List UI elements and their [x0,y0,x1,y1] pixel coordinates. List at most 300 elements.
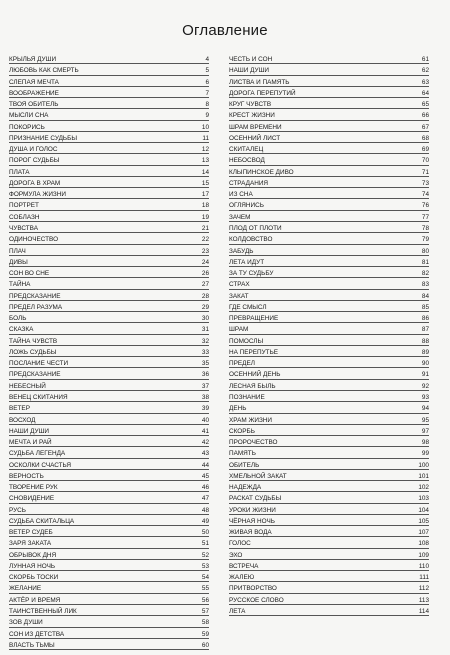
toc-entry [229,122,429,133]
toc-entry [229,302,429,313]
toc-entry-title: ТВОЯ ОБИТЕЛЬ [9,101,59,109]
toc-entry-page: 108 [418,540,429,548]
toc-entry [9,189,209,200]
toc-entry-title: КОЛДОВСТВО [229,236,273,244]
toc-entry-page: 18 [201,202,209,210]
toc-entry [229,133,429,144]
toc-entry [9,595,209,606]
toc-entry-title: ЖИВАЯ ВОДА [229,529,272,537]
toc-entry-title: ПРОРОЧЕСТВО [229,439,278,447]
toc-entry [9,65,209,76]
toc-entry-page: 79 [421,236,429,244]
toc-entry [229,212,429,223]
toc-entry-page: 89 [421,348,429,356]
toc-entry [9,336,209,347]
toc-entry [9,550,209,561]
contents-column-right [229,54,429,617]
toc-entry [229,392,429,403]
toc-entry-title: ЗАЧЕМ [229,213,251,221]
toc-entry-title: ПОСЛАНИЕ ЧЕСТИ [9,360,69,368]
toc-entry [9,257,209,268]
toc-entry [9,223,209,234]
toc-entry [229,358,429,369]
toc-entry-title: ВЕТЕР СУДЕБ [9,529,53,537]
toc-entry-page: 11 [202,134,209,142]
toc-entry [229,99,429,110]
toc-entry-page: 78 [421,224,429,232]
toc-entry-page: 56 [201,596,209,604]
toc-entry-title: ШРАМ ВРЕМЕНИ [229,123,282,131]
toc-entry-page: 24 [201,258,209,266]
toc-entry [9,471,209,482]
toc-entry-title: ВЕТЕР [9,405,30,413]
toc-entry-title: ПРЕДЕЛ [229,360,255,368]
toc-entry-title: ШРАМ [229,326,249,334]
toc-entry [229,144,429,155]
toc-entry-title: ЛОЖЬ СУДЬБЫ [9,348,57,356]
toc-entry-page: 44 [201,461,209,469]
toc-entry [9,302,209,313]
toc-entry [9,291,209,302]
toc-entry-page: 80 [421,247,429,255]
toc-entry-title: ЗАБУДЬ [229,247,254,255]
toc-entry-title: СКАЗКА [9,326,34,334]
toc-entry-title: РУССКОЕ СЛОВО [229,596,284,604]
toc-entry-title: ТВОРЕНИЕ РУК [9,484,58,492]
toc-entry [229,313,429,324]
toc-entry-page: 61 [421,56,429,63]
toc-entry-page: 6 [205,78,209,86]
toc-entry [9,246,209,257]
toc-entry-title: ОСЕННИЙ ЛИСТ [229,134,281,142]
toc-entry-page: 30 [201,315,209,323]
toc-entry [9,155,209,166]
toc-entry-title: НАДЕЖДА [229,484,262,492]
toc-entry-title: СТРАХ [229,281,250,289]
toc-entry-title: СЛЕПАЯ МЕЧТА [9,78,59,86]
toc-entry-page: 100 [418,461,429,469]
toc-entry-title: ДУША И ГОЛОС [9,146,58,154]
toc-entry-page: 42 [201,439,209,447]
toc-entry-page: 82 [421,270,429,278]
toc-entry-page: 26 [201,270,209,278]
toc-entry [229,538,429,549]
toc-entry [9,482,209,493]
toc-entry [229,200,429,211]
toc-entry [229,471,429,482]
toc-entry-page: 36 [201,371,209,379]
toc-entry [9,561,209,572]
toc-entry-page: 13 [201,157,209,165]
toc-entry-title: ОСЕННИЙ ДЕНЬ [229,371,281,379]
toc-entry-title: ПРЕДСКАЗАНИЕ [9,371,61,379]
toc-entry [229,234,429,245]
toc-entry-page: 46 [201,484,209,492]
toc-entry-page: 57 [201,608,209,616]
toc-entry-page: 29 [201,303,209,311]
toc-entry [229,189,429,200]
toc-entry [9,617,209,628]
toc-entry-title: СУДЬБА СКИТАЛЬЦА [9,517,75,525]
toc-entry [9,460,209,471]
toc-entry-page: 65 [421,101,429,109]
toc-entry-page: 85 [421,303,429,311]
toc-entry [229,403,429,414]
toc-entry-page: 67 [421,123,429,131]
toc-entry-title: ФОРМУЛА ЖИЗНИ [9,191,66,199]
toc-entry-title: ХМЕЛЬНОЙ ЗАКАТ [229,472,287,480]
toc-entry-page: 9 [205,112,209,120]
toc-entry-page: 17 [201,191,209,199]
toc-entry-page: 83 [421,281,429,289]
toc-entry-title: КРЕСТ ЖИЗНИ [229,112,275,120]
toc-entry-title: ЗАРЯ ЗАКАТА [9,540,52,548]
toc-entry-page: 105 [418,517,429,525]
toc-entry [229,583,429,594]
toc-entry-page: 99 [421,450,429,458]
toc-entry-page: 48 [201,506,209,514]
toc-entry-title: РУСЬ [9,506,26,514]
toc-entry [9,381,209,392]
toc-entry-page: 59 [201,630,209,638]
toc-entry [229,167,429,178]
toc-entry-title: ПРЕДСКАЗАНИЕ [9,292,61,300]
toc-entry [229,516,429,527]
toc-entry-title: ОСКОЛКИ СЧАСТЬЯ [9,461,72,469]
toc-entry [229,347,429,358]
toc-entry-title: ЛЮБОВЬ КАК СМЕРТЬ [9,67,79,75]
toc-entry [229,369,429,380]
toc-entry [9,583,209,594]
toc-entry [9,403,209,414]
toc-entry [9,313,209,324]
toc-entry-title: МЫСЛИ СНА [9,112,49,120]
toc-entry-page: 94 [421,405,429,413]
toc-entry [229,54,429,65]
toc-entry-title: НАШИ ДУШИ [229,67,270,75]
toc-entry [229,572,429,583]
toc-entry-page: 28 [201,292,209,300]
toc-entry-title: ПРЕДЕЛ РАЗУМА [9,303,63,311]
toc-entry-title: ПАМЯТЬ [229,450,256,458]
toc-entry-page: 84 [421,292,429,300]
toc-entry [9,133,209,144]
toc-entry [229,595,429,606]
toc-entry-page: 77 [421,213,429,221]
toc-entry-title: ГОЛОС [229,540,251,548]
toc-entry [9,77,209,88]
toc-entry-title: КРУГ ЧУВСТВ [229,101,272,109]
toc-entry [229,426,429,437]
toc-entry-page: 41 [201,427,209,435]
toc-entry-title: СТРАДАНИЯ [229,179,269,187]
toc-entry-title: ЛЕТА [229,608,246,616]
toc-entry-page: 43 [201,450,209,458]
toc-entry [229,336,429,347]
toc-entry-title: ЧЕСТЬ И СОН [229,56,273,63]
toc-entry-title: ЖАЛЕЮ [229,574,255,582]
toc-entry-page: 92 [421,382,429,390]
toc-entry [9,415,209,426]
toc-entry [9,527,209,538]
toc-entry [9,178,209,189]
toc-entry-title: ОГЛЯНИСЬ [229,202,264,210]
toc-entry-title: ТАЙНА ЧУВСТВ [9,337,58,345]
toc-entry-title: СКИТАЛЕЦ [229,146,264,154]
toc-entry-page: 76 [421,202,429,210]
toc-entry-page: 88 [421,337,429,345]
toc-entry [229,178,429,189]
toc-entry-page: 113 [418,596,429,604]
toc-entry [9,324,209,335]
toc-entry-title: НЕБОСВОД [229,157,265,165]
toc-entry [229,155,429,166]
toc-entry-title: ЛИСТВА И ПАМЯТЬ [229,78,290,86]
toc-entry-title: ПЛАТА [9,168,30,176]
toc-entry-title: ПОРТРЕТ [9,202,39,210]
toc-entry [9,200,209,211]
toc-entry [9,426,209,437]
toc-entry-page: 22 [201,236,209,244]
toc-entry-page: 63 [421,78,429,86]
toc-entry-page: 107 [418,529,429,537]
toc-entry [229,223,429,234]
toc-entry-page: 87 [421,326,429,334]
toc-entry-page: 49 [201,517,209,525]
toc-entry-title: ЛУННАЯ НОЧЬ [9,562,56,570]
toc-entry-page: 14 [201,168,209,176]
toc-entry-title: СУДЬБА ЛЕГЕНДА [9,450,66,458]
toc-entry-title: ВСТРЕЧА [229,562,259,570]
toc-entry [9,144,209,155]
toc-entry-page: 37 [201,382,209,390]
toc-entry-title: ПЛАЧ [9,247,26,255]
toc-entry-title: ДОРОГА В ХРАМ [9,179,61,187]
toc-entry [229,257,429,268]
toc-entry [229,437,429,448]
toc-entry-title: ЗОВ ДУШИ [9,619,43,627]
toc-entry [229,415,429,426]
toc-entry-page: 27 [201,281,209,289]
toc-entry [9,572,209,583]
toc-entry [9,268,209,279]
toc-entry [229,482,429,493]
toc-entry-title: МЕЧТА И РАЙ [9,439,52,447]
toc-entry [9,110,209,121]
toc-entry-title: ПЛОД ОТ ПЛОТИ [229,224,282,232]
toc-entry-page: 93 [421,393,429,401]
toc-entry-page: 21 [201,224,209,232]
toc-entry [229,324,429,335]
toc-entry-page: 39 [201,405,209,413]
toc-entry-title: СОН ВО СНЕ [9,270,50,278]
toc-entry-page: 31 [201,326,209,334]
toc-entry-page: 35 [201,360,209,368]
toc-entry-page: 32 [201,337,209,345]
toc-entry-title: ДИВЫ [9,258,28,266]
toc-entry-page: 52 [201,551,209,559]
toc-entry-page: 55 [201,585,209,593]
toc-entry-title: СОН ИЗ ДЕТСТВА [9,630,65,638]
toc-entry-title: ПРИЗНАНИЕ СУДЬБЫ [9,134,77,142]
toc-entry [9,448,209,459]
toc-entry [229,291,429,302]
toc-entry-page: 91 [421,371,429,379]
toc-entry-title: ВЕРНОСТЬ [9,472,44,480]
toc-entry-title: НАШИ ДУШИ [9,427,50,435]
toc-entry-page: 51 [201,540,209,548]
toc-entry-title: ТАИНСТВЕННЫЙ ЛИК [9,608,77,616]
toc-entry-title: ПРЕВРАЩЕНИЕ [229,315,279,323]
toc-entry-title: ВЕНЕЦ СКИТАНИЯ [9,393,68,401]
toc-entry-page: 5 [205,67,209,75]
toc-entry [229,279,429,290]
toc-entry-page: 86 [421,315,429,323]
toc-entry [229,381,429,392]
toc-entry [9,392,209,403]
toc-entry [229,268,429,279]
toc-entry-page: 38 [201,393,209,401]
toc-entry-title: ДОРОГА ПЕРЕПУТИЙ [229,89,296,97]
toc-entry-title: НА ПЕРЕПУТЬЕ [229,348,279,356]
toc-entry-title: ВЛАСТЬ ТЬМЫ [9,641,55,649]
toc-entry [229,550,429,561]
toc-entry [229,606,429,617]
toc-entry-title: ТАЙНА [9,281,31,289]
toc-entry-title: ПОМОСЛЫ [229,337,264,345]
toc-entry-page: 15 [201,179,209,187]
toc-entry-title: ПОРОГ СУДЬБЫ [9,157,60,165]
toc-entry-title: НЕБЕСНЫЙ [9,382,46,390]
contents-column-left [9,54,209,651]
toc-entry-title: ОБРЫВОК ДНЯ [9,551,57,559]
toc-entry-page: 12 [201,146,209,154]
toc-entry-page: 110 [418,562,429,570]
toc-entry [9,629,209,640]
toc-entry-page: 68 [421,134,429,142]
toc-entry [229,448,429,459]
toc-entry-page: 4 [205,56,209,63]
toc-entry-page: 40 [201,416,209,424]
toc-entry-page: 74 [421,191,429,199]
toc-entry [9,606,209,617]
toc-entry-page: 109 [418,551,429,559]
toc-entry [9,347,209,358]
toc-entry-title: ЗАКАТ [229,292,249,300]
toc-entry-title: СНОВИДЕНИЕ [9,495,55,503]
toc-entry-title: СКОРБЬ [229,427,255,435]
toc-entry-page: 58 [201,619,209,627]
toc-entry-page: 102 [418,484,429,492]
toc-entry [229,493,429,504]
toc-entry-page: 73 [421,179,429,187]
toc-entry-title: ЛЕСНАЯ БЫЛЬ [229,382,276,390]
toc-entry [9,640,209,651]
toc-entry-title: КЛЫПИНСКОЕ ДИВО [229,168,294,176]
toc-entry-page: 81 [421,258,429,266]
toc-entry-page: 104 [418,506,429,514]
toc-entry-title: ГДЕ СМЫСЛ [229,303,267,311]
toc-entry [9,99,209,110]
toc-entry [229,527,429,538]
toc-entry-title: ПОКОРИСЬ [9,123,45,131]
toc-entry-page: 54 [201,574,209,582]
toc-entry-title: ОДИНОЧЕСТВО [9,236,59,244]
toc-entry-page: 101 [418,472,429,480]
toc-entry-title: ЧУВСТВА [9,224,38,232]
toc-entry [9,538,209,549]
toc-entry-page: 114 [418,608,429,616]
toc-entry-title: ПРИТВОРСТВО [229,585,277,593]
toc-entry [9,54,209,65]
toc-entry-page: 50 [201,529,209,537]
toc-entry-page: 70 [421,157,429,165]
toc-entry-title: УРОКИ ЖИЗНИ [229,506,276,514]
toc-entry [9,122,209,133]
toc-entry [9,516,209,527]
toc-entry-title: ЗА ТУ СУДЬБУ [229,270,274,278]
toc-entry-page: 98 [421,439,429,447]
toc-entry-title: РАСКАТ СУДЬБЫ [229,495,282,503]
toc-entry [9,212,209,223]
toc-entry-page: 62 [421,67,429,75]
toc-entry [9,279,209,290]
toc-entry [9,437,209,448]
toc-entry-page: 60 [201,641,209,649]
toc-entry-page: 97 [421,427,429,435]
toc-entry-page: 53 [201,562,209,570]
toc-entry-title: ЭХО [229,551,243,559]
toc-entry-page: 71 [421,168,429,176]
toc-entry-title: ИЗ СНА [229,191,253,199]
toc-entry-page: 64 [421,89,429,97]
toc-entry [229,561,429,572]
toc-entry [229,246,429,257]
toc-entry-title: СКОРБЬ ТОСКИ [9,574,59,582]
toc-entry [9,369,209,380]
toc-entry-page: 69 [421,146,429,154]
toc-entry-title: ЖЕЛАНИЕ [9,585,42,593]
toc-entry-page: 95 [421,416,429,424]
toc-entry [9,493,209,504]
toc-entry-page: 7 [205,89,209,97]
toc-entry-page: 23 [201,247,209,255]
toc-entry [229,77,429,88]
toc-entry-title: КРЫЛЬЯ ДУШИ [9,56,57,63]
toc-entry [9,505,209,516]
toc-entry-page: 47 [201,495,209,503]
toc-entry-title: ОБИТЕЛЬ [229,461,260,469]
toc-entry-title: ВООБРАЖЕНИЕ [9,89,59,97]
toc-entry [229,460,429,471]
toc-entry [9,88,209,99]
toc-entry [229,505,429,516]
page-title: Оглавление [182,22,268,39]
toc-entry-title: ВОСХОД [9,416,36,424]
toc-entry-page: 66 [421,112,429,120]
toc-entry-title: ЛЕТА ИДУТ [229,258,265,266]
toc-entry-page: 45 [201,472,209,480]
toc-entry-title: ПОЗНАНИЕ [229,393,265,401]
toc-entry-page: 19 [201,213,209,221]
toc-entry-page: 111 [419,574,429,582]
toc-entry-page: 10 [201,123,209,131]
toc-entry [229,88,429,99]
toc-entry-title: ЧЁРНАЯ НОЧЬ [229,517,275,525]
toc-entry [9,234,209,245]
toc-entry-page: 103 [418,495,429,503]
toc-entry [9,358,209,369]
